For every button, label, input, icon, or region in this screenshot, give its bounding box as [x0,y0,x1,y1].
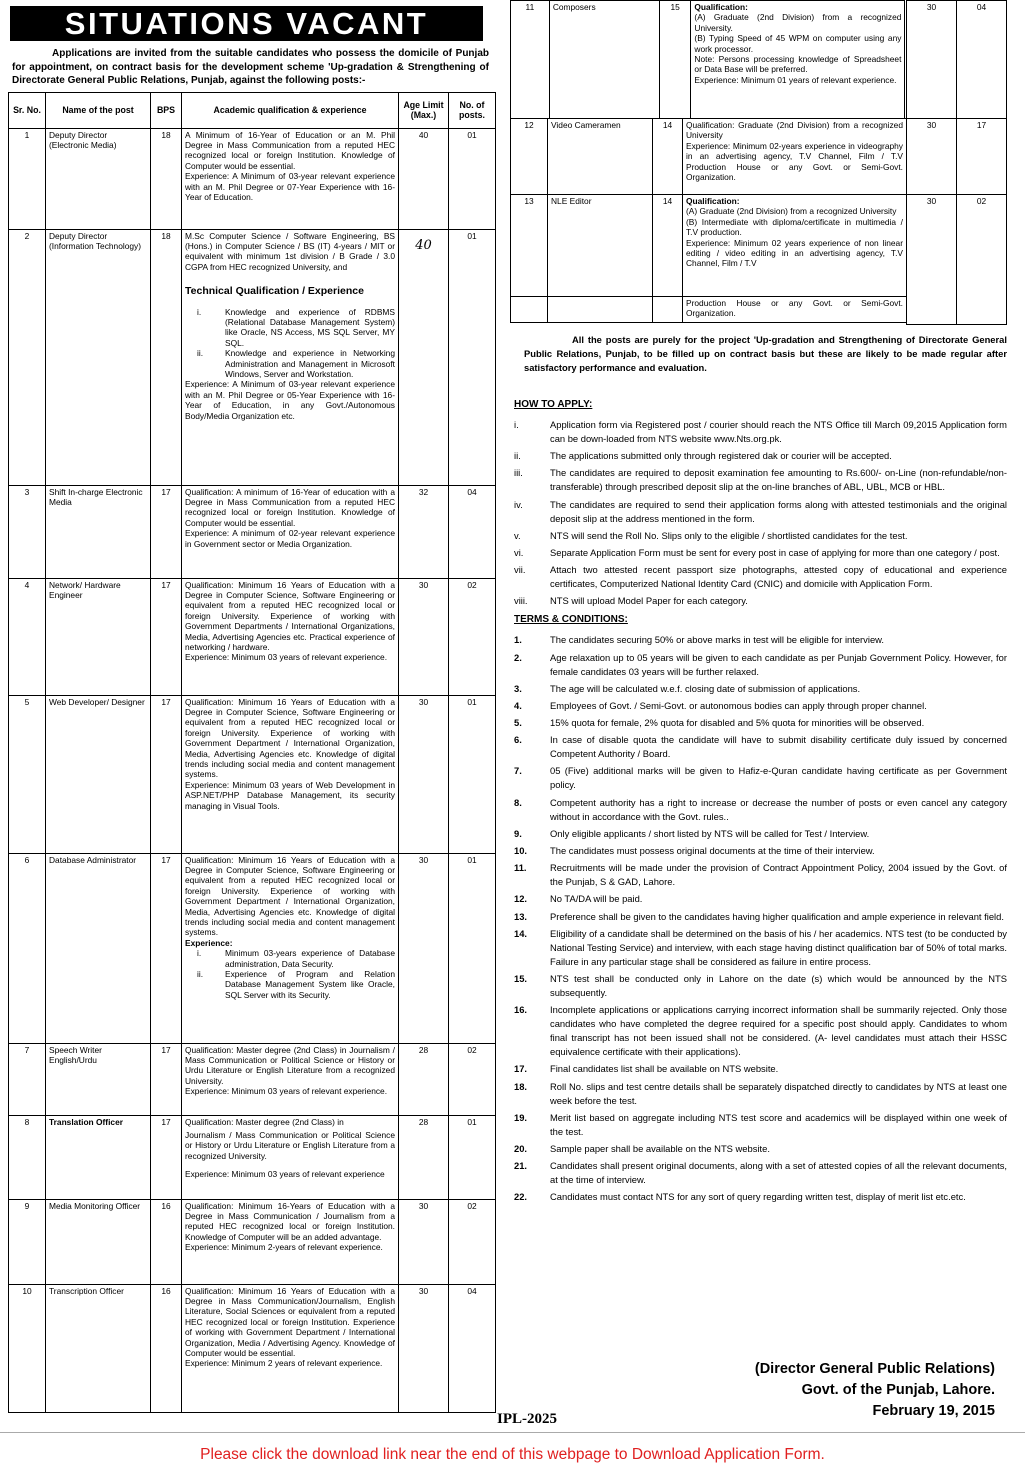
header-posts: No. of posts. [449,92,496,128]
terms-heading: TERMS & CONDITIONS: [514,614,628,626]
note-text: Note: Persons processing knowledge of Spreadsheet or Data Base will be preferred. [694,54,902,75]
age-cell: 30 [399,1284,449,1412]
experience-text: Experience: Minimum 03 years of relevant experience. [185,652,388,663]
how-to-apply-list [510,418,1015,608]
list-item [514,563,1015,591]
list-item-text: In case of disable quota the candidate will have to submit disability certificate duly issued by concerned Competent Authority / Board. [550,734,1007,760]
age-cell: 40 [399,128,449,229]
age-cell: 28 [399,1115,449,1199]
age-cell: 30 [399,695,449,853]
post-name-cell: NLE Editor [548,195,653,297]
list-item [514,466,1015,494]
list-item-text: Candidates shall present original documents, along with a set of attested copies of all the relevant documents, at the time of interview. [550,1160,1007,1186]
qual-cell [683,195,907,297]
post-name-cell: Network/ Hardware Engineer [46,578,151,695]
posts-cell: 01 [449,1115,496,1199]
list-item [514,796,1015,824]
terms-list [510,633,1015,1204]
table-header-row [9,92,496,128]
sr-cell: 1 [9,128,46,229]
sr-cell: 4 [9,578,46,695]
posts-cell: 01 [449,229,496,485]
qual-cell [182,1115,399,1199]
posts-table-continued-2 [510,118,907,323]
posts-cell: 02 [957,195,1007,325]
sub-item: (A) Graduate (2nd Division) from a recognized University. [694,12,902,33]
table-row [9,1284,496,1412]
qualification-text: Qualification: Minimum 16-Years of Education with a Degree in Mass Communication / Journalism from a reputed HEC recognized local or foreign Institution. Knowledge of Computer will be an added advantage. [185,1200,395,1242]
age-cell: 28 [399,1043,449,1115]
list-item-text: Only eligible applicants / short listed by NTS will be called for Test / Interview. [550,827,870,839]
table-row [9,229,496,485]
posts-table-continued [510,0,906,119]
bps-cell: 18 [151,128,182,229]
table-row [511,297,907,323]
list-item-number: 13. [514,910,528,922]
qualification-text: A Minimum of 16-Year of Education or an M. Phil Degree in Mass Communication from a reputed HEC recognized local or foreign Institution. Knowledge of Computer would be essential. [185,129,395,171]
bps-cell: 14 [653,195,683,297]
list-item [514,1190,1015,1204]
list-item [514,716,1015,730]
list-item-number: vii. [514,564,526,576]
list-item-number: 18. [514,1080,528,1092]
bps-cell: 16 [151,1199,182,1284]
qual-cell [182,1284,399,1412]
table-row [9,1115,496,1199]
posts-table [8,92,496,1413]
list-item-number: i. [514,419,519,430]
project-note: All the posts are purely for the project 'Up-gradation and Strengthening of Directorate General Public Relations, Punjab, to be filled up on contract basis but these are likely to be made regular after satisfactory performance and evaluation. [524,334,1007,373]
list-item-text: Sample paper shall be available on the NTS website. [550,1142,770,1154]
qualification-text: Qualification: Minimum 16 Years of Education with a Degree in Mass Communication/Journalism, English Literature, Social Sciences or equivalent from a reputed HEC recognized local or foreign Institution. Experience of working with Government Department / International Organization, Media / Advertising Agency. Knowledge of Computer would be essential. [185,1285,395,1358]
how-to-apply-heading: HOW TO APPLY: [514,399,593,410]
qualification-text-cont: Journalism / Mass Communication or Political Science or History or Urdu Literature or English Literature from a recognized University. [185,1129,395,1161]
experience-text: Experience: A Minimum of 03-year relevant experience with an M. Phil Degree or 05-Year Experience with 16-Year of Education, in any Govt./Autonomous Body/Media Organization etc. [185,379,395,421]
posts-cell: 01 [449,853,496,1043]
qual-cell [182,695,399,853]
sub-item: i. Knowledge and experience of RDBMS (Relational Database Management System) like Oracle, NS Access, MS SQL Server, MY SQL. [197,306,395,348]
list-item-number: v. [514,529,521,541]
list-item-number: 9. [514,827,522,839]
header-age: Age Limit (Max.) [399,92,449,128]
list-item-text: Preference shall be given to the candidates having higher qualification and ample experience in relevant field. [550,910,1004,922]
list-item-text: Separate Application Form must be sent for every post in case of applying for more than one category / post. [550,546,1000,558]
experience-text: Experience: A minimum of 02-year relevant experience in Government sector or Media Organization. [185,528,395,549]
list-item-text: Final candidates list shall be available on NTS website. [550,1063,779,1075]
list-item [514,651,1015,679]
list-item-number: 16. [514,1004,528,1016]
experience-text: Experience: Minimum 01 years of relevant experience. [694,74,897,85]
experience-text: Experience: [185,937,233,948]
header-sr: Sr. No. [9,92,46,128]
sr-cell: 11 [511,1,550,119]
sr-cell: 9 [9,1199,46,1284]
table-row [9,485,496,578]
posts-cell: 01 [449,695,496,853]
sub-item: (A) Graduate (2nd Division) from a recognized University [686,206,897,217]
table-row [9,578,496,695]
list-item-number: 22. [514,1191,528,1203]
posts-cell: 04 [449,1284,496,1412]
experience-text: Experience: Minimum 03 years of relevant experience. [185,1086,388,1097]
qual-cell-continued: Production House or any Govt. or Semi-Govt. Organization. [683,297,907,323]
experience-text: Experience: Minimum 02-years experience in videography in an advertising agency, T.V Channel, Film / T.V Production House or any Govt. or Semi-Govt. Organization. [686,140,903,183]
intro-paragraph: Applications are invited from the suitable candidates who possess the domicile of Punjab for appointment, on contract basis for the development scheme 'Up-gradation & Strengthening of Directorate General Public Relations, Punjab, against the following posts:- [12,48,489,86]
table-row [9,1043,496,1115]
experience-text: Experience: Minimum 2 years of relevant experience. [185,1358,383,1369]
list-item-text: The candidates securing 50% or above marks in test will be eligible for interview. [550,634,885,646]
qual-cell [182,1043,399,1115]
table-row [9,853,496,1043]
list-item-number: 17. [514,1063,528,1075]
list-item-number: vi. [514,546,524,558]
posts-cell: 02 [449,1199,496,1284]
experience-text: Experience: Minimum 03 years of Web Development in ASP.NET/PHP Database Management, its security managing in Visual Tools. [185,779,395,811]
list-item [514,1111,1015,1139]
qualification-text: Qualification: [694,2,748,12]
list-item [514,910,1015,924]
table-row [511,119,907,195]
sr-cell: 12 [511,119,548,195]
list-item-text: NTS will upload Model Paper for each category. [550,595,748,607]
list-item [514,529,1015,543]
list-item [514,1080,1015,1108]
qual-cell [182,853,399,1043]
qualification-text: M.Sc Computer Science / Software Engineering, BS (Hons.) in Computer Science / BS (IT) 4-years / MIT or equivalent with minimum 1st division / B Grade / 3.0 CGPA from HEC recognized University, and [185,230,395,272]
sr-cell: 8 [9,1115,46,1199]
age-cell: 30 [399,853,449,1043]
posts-cell: 04 [449,485,496,578]
post-name-cell: Shift In-charge Electronic Media [46,485,151,578]
posts-cell: 01 [449,128,496,229]
qualification-text: Qualification: Master degree (2nd Class) in Journalism / Mass Communication or Political Science or History or Urdu Literature or English Literature from a recognized University. [185,1044,395,1086]
sr-cell: 10 [9,1284,46,1412]
age-cell: 30 [907,195,957,325]
list-item-text: Employees of Govt. / Semi-Govt. or autonomous bodies can apply through proper channel. [550,699,927,711]
list-item-text: Age relaxation up to 05 years will be given to each candidate as per Punjab Government Policy. However, for female candidates 03 years will be further relaxed. [550,651,1007,677]
list-item [514,861,1015,889]
list-item-text: Competent authority has a right to increase or decrease the number of posts or even cancel any category without in accordance with the Govt. rules.. [550,796,1007,822]
bps-cell: 17 [151,485,182,578]
list-item [514,927,1015,969]
qualification-text: Qualification: [686,196,740,206]
post-name-cell: Database Administrator [46,853,151,1043]
list-item-text: NTS will send the Roll No. Slips only to the eligible / shortlisted candidates for the test. [550,529,908,541]
list-item-number: ii. [514,450,521,462]
list-item [514,633,1015,647]
list-item-number: 7. [514,765,522,777]
posts-cell: 04 [957,1,1007,119]
list-item-text: Candidates must contact NTS for any sort of query regarding written test, display of merit list etc.etc. [550,1191,966,1203]
list-item-text: The candidates are required to send their application forms along with attested testimonials and the original deposit slip at the address mentioned in the form. [550,498,1007,524]
header-qual: Academic qualification & experience [182,92,399,128]
list-item [514,733,1015,761]
sub-item: (B) Typing Speed of 45 WPM on computer using any work processor. [694,33,902,54]
right-column [510,0,1015,1207]
qualification-text: Qualification: Minimum 16 Years of Education with a Degree in Computer Science, Software Engineering or equivalent from a reputed HEC recognized local or foreign University. Experience of working with Government Department / International Organization, Media, Advertising Agencies etc. Knowledge of digital trends including social media and content management systems. [185,696,395,780]
list-item [514,682,1015,696]
list-item [514,764,1015,792]
divider [0,1432,1025,1433]
age-cell: 30 [907,119,957,195]
list-item-number: 21. [514,1160,528,1172]
list-item [514,844,1015,858]
age-posts-overlay [906,0,1006,325]
list-item-number: 3. [514,682,522,694]
table-row [511,1,907,119]
list-item [514,1062,1015,1076]
qual-cell [182,578,399,695]
sr-cell: 13 [511,195,548,297]
age-cell: 30 [399,1199,449,1284]
handwritten-age: 40 [415,237,432,253]
list-item-text: Recruitments will be made under the provision of Contract Appointment Policy, 2004 issued by the Govt. of the Punjab, S & GAD, Lahore. [550,862,1007,888]
qual-cell [683,119,907,195]
age-cell: 30 [907,1,957,119]
qualification-text: Qualification: Minimum 16 Years of Education with a Degree in Computer Science, Software Engineering or equivalent from a reputed HEC recognized local or foreign University. Experience of working with Government Departments / International Organizations, Media, Advertising Agencies etc. Practical experience of networking / hardware. [185,579,395,652]
list-item-text: The candidates are required to deposit examination fee amounting to Rs.600/- on-Line (non-refundable/non-transferable) through prescribed deposit slip at the on-line branches of ABL, UBL, MCB or HBL. [550,467,1007,493]
post-name-cell: Speech Writer English/Urdu [46,1043,151,1115]
table-row [511,195,907,297]
list-item [514,1003,1015,1059]
experience-text: Experience: Minimum 02 years experience of non linear editing / video editing in an advertising agency, T.V Channel, Film / T.V [686,237,903,269]
bps-cell: 16 [151,1284,182,1412]
sub-item: ii. Knowledge and experience in Networking Administration and Management in Microsoft Windows, Server and Workstation. [197,348,395,379]
qual-cell [182,229,399,485]
signature-line-1: (Director General Public Relations) [754,1361,995,1377]
list-item-text: Attach two attested recent passport size photographs, attested copy of educational and experience certificates, Computerized National Identity Card (CNIC) and domicile with Application Form. [550,564,1007,590]
list-item [514,1142,1015,1156]
qualification-text: Qualification: Graduate (2nd Division) from a recognized University [686,120,903,141]
age-cell [399,229,449,485]
post-name-cell: Deputy Director (Information Technology) [46,229,151,485]
download-notice: Please click the download link near the end of this webpage to Download Application Form. [200,1446,825,1463]
bps-cell: 17 [151,1043,182,1115]
list-item-number: iv. [514,498,523,510]
post-name-cell: Web Developer/ Designer [46,695,151,853]
post-name-cell: Deputy Director (Electronic Media) [46,128,151,229]
list-item-number: 10. [514,845,528,856]
list-item-text: Merit list based on aggregate including NTS test score and academics will be displayed within one week of the test. [550,1111,1007,1137]
list-item-text: 05 (Five) additional marks will be given to Hafiz-e-Quran candidate having certificate as per Government policy. [550,765,1007,791]
list-item-text: The age will be calculated w.e.f. closing date of submission of applications. [550,682,861,694]
list-item [514,827,1015,841]
sr-cell: 5 [9,695,46,853]
table-row [9,128,496,229]
list-item [514,699,1015,713]
list-item-text: 15% quota for female, 2% quota for disabled and 5% quota for minorities will be observed. [550,717,925,729]
table-row [9,695,496,853]
left-column [8,6,495,1413]
sr-cell: 2 [9,229,46,485]
list-item-text: NTS test shall be conducted only in Lahore on the date (s) which would be announced by the NTS subsequently. [550,972,1007,998]
bps-cell: 17 [151,578,182,695]
bps-cell: 14 [653,119,683,195]
list-item-text: Incomplete applications or applications carrying incorrect information shall be summarily rejected. Only those candidates who have completed the degree required for a specific post should apply. Candidates to whom final transcript has not been issued shall not be considered. (A- level candidates must attach their HSSC equivalence certificate with their applications). [550,1004,1007,1058]
bps-cell: 15 [659,1,690,119]
qual-cell [182,1199,399,1284]
sr-cell: 3 [9,485,46,578]
list-item-number: 1. [514,634,522,646]
list-item-number: 12. [514,893,528,905]
qualification-text: Qualification: Master degree (2nd Class) in [185,1116,344,1127]
list-item-number: 2. [514,651,522,663]
qual-cell [182,485,399,578]
bps-cell: 17 [151,853,182,1043]
list-item-number: 8. [514,796,522,808]
sub-item: (B) Intermediate with diploma/certificate in multimedia / T.V production. [686,216,903,238]
header-bps: BPS [151,92,182,128]
list-item-number: 11. [514,862,527,874]
header-name: Name of the post [46,92,151,128]
qual-cell [691,1,905,119]
signature-block [755,1359,995,1422]
list-item [514,594,1015,608]
ipl-number: IPL-2025 [497,1411,557,1427]
post-name-cell: Translation Officer [46,1115,151,1199]
list-item-number: 19. [514,1111,528,1123]
posts-cell: 02 [449,1043,496,1115]
page-title: SITUATIONS VACANT [10,6,483,41]
list-item [514,972,1015,1000]
list-item-number: 14. [514,927,528,939]
sub-item: ii. Experience of Program and Relation Database Management System like Oracle, SQL Server with its Security. [197,968,395,1000]
qualification-text: Qualification: Minimum 16 Years of Education with a Degree in Computer Science, Software Engineering or equivalent from a reputed HEC recognized local or foreign University. Experience of working with Government Department / International Organization, Media, Advertising Agencies etc. Knowledge of digital trends including social media and content management systems. [185,854,395,938]
post-name-cell: Composers [549,1,659,119]
list-item-text: No TA/DA will be paid. [550,893,643,905]
signature-date: February 19, 2015 [872,1403,995,1419]
technical-qualification-heading: Technical Qualification / Experience [185,285,364,298]
list-item-text: The applications submitted only through registered dak or courier will be accepted. [550,450,892,462]
list-item-text: The candidates must possess original documents at the time of their interview. [550,845,875,856]
bps-cell: 17 [151,695,182,853]
list-item-number: 15. [514,972,528,984]
bps-cell: 17 [151,1115,182,1199]
experience-text: Experience: Minimum 2-years of relevant experience. [185,1242,383,1253]
post-name-cell: Media Monitoring Officer [46,1199,151,1284]
posts-cell: 02 [449,578,496,695]
list-item-number: 6. [514,734,522,746]
signature-line-2: Govt. of the Punjab, Lahore. [801,1382,995,1398]
age-cell: 32 [399,485,449,578]
experience-text: Experience: A Minimum of 03-year relevant experience with an M. Phil Degree or 07-Year Experience with 16-Year of Education. [185,171,395,202]
qualification-text: Qualification: A minimum of 16-Year of education with a Degree in Mass Communication from a reputed HEC recognized local or foreign Institution. Knowledge of Computer would be essential. [185,486,395,528]
sr-cell: 7 [9,1043,46,1115]
list-item [514,449,1015,463]
list-item [514,546,1015,560]
list-item-number: 5. [514,717,522,729]
list-item-number: viii. [514,595,528,607]
experience-text: Experience: Minimum 03 years of relevant experience [185,1169,385,1180]
list-item-text: Eligibility of a candidate shall be determined on the basis of his / her academics. NTS test (to be conducted by National Testing Service) and interview, with each stage having distinct qualification bar of 50% of total marks. Failure in any particular stage shall be considered as failure in entire process. [550,927,1007,967]
qual-cell [182,128,399,229]
bps-cell: 18 [151,229,182,485]
sub-item: i. Minimum 03-years experience of Database administration, Data Security. [197,948,395,969]
list-item-number: 4. [514,699,522,711]
post-name-cell: Transcription Officer [46,1284,151,1412]
list-item [514,892,1015,906]
list-item-text: Roll No. slips and test centre details shall be separately dispatched directly to candidates by NTS at least one week before the test. [550,1080,1007,1106]
list-item [514,1159,1015,1187]
post-name-cell: Video Cameramen [548,119,653,195]
age-cell: 30 [399,578,449,695]
list-item [514,498,1015,526]
list-item-text: Application form via Registered post / courier should reach the NTS Office till March 09,2015 Application form can be down-loaded from NTS website www.Nts.org.pk. [550,419,1007,444]
sr-cell: 6 [9,853,46,1043]
list-item-number: 20. [514,1142,528,1154]
list-item-number: iii. [514,467,523,479]
posts-cell: 17 [957,119,1007,195]
table-row [9,1199,496,1284]
list-item [514,418,1015,446]
